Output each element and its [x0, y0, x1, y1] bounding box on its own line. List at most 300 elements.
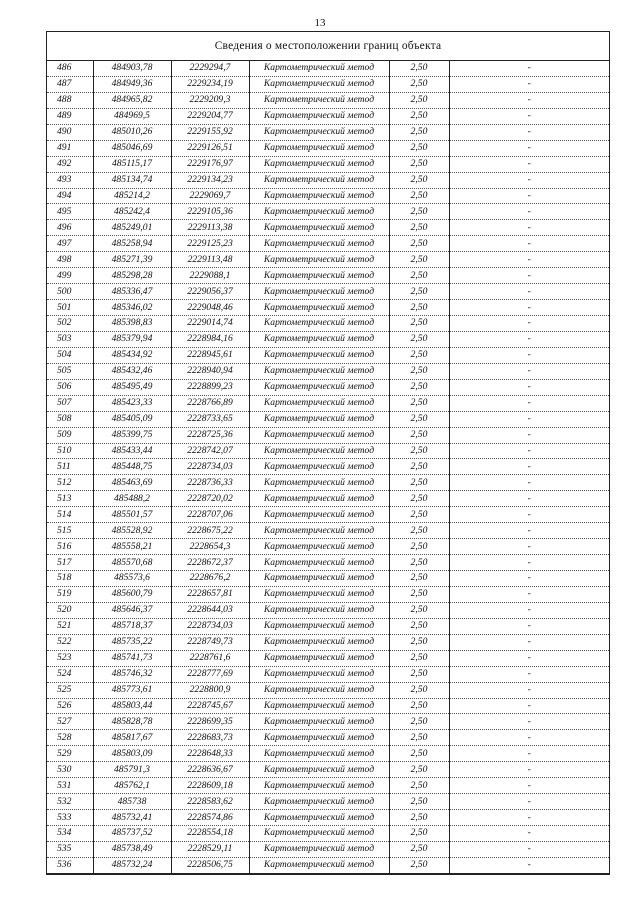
point-number-cell: 510: [47, 443, 93, 459]
y-coordinate-cell: 2229088,1: [171, 268, 249, 284]
y-coordinate-cell: 2228733,65: [171, 411, 249, 427]
point-number-cell: 502: [47, 316, 93, 332]
x-coordinate-cell: 484949,36: [93, 76, 171, 92]
x-coordinate-cell: 484969,5: [93, 108, 171, 124]
table-row: [47, 841, 609, 857]
y-coordinate-cell: 2228554,18: [171, 826, 249, 842]
accuracy-cell: 2,50: [389, 555, 449, 571]
method-cell: Картометрический метод: [249, 778, 389, 794]
boundary-table-sheet: [46, 31, 610, 875]
y-coordinate-cell: 2228749,73: [171, 634, 249, 650]
x-coordinate-cell: 485242,4: [93, 204, 171, 220]
table-row: [47, 347, 609, 363]
x-coordinate-cell: 485046,69: [93, 140, 171, 156]
point-description-cell: -: [449, 841, 609, 857]
x-coordinate-cell: 485432,46: [93, 363, 171, 379]
table-row: [47, 76, 609, 92]
accuracy-cell: 2,50: [389, 284, 449, 300]
point-description-cell: -: [449, 666, 609, 682]
point-number-cell: 492: [47, 156, 93, 172]
method-cell: Картометрический метод: [249, 316, 389, 332]
point-number-cell: 497: [47, 236, 93, 252]
accuracy-cell: 2,50: [389, 475, 449, 491]
point-number-cell: 533: [47, 810, 93, 826]
x-coordinate-cell: 485249,01: [93, 220, 171, 236]
x-coordinate-cell: 485737,52: [93, 826, 171, 842]
point-description-cell: -: [449, 778, 609, 794]
method-cell: Картометрический метод: [249, 602, 389, 618]
point-number-cell: 535: [47, 841, 93, 857]
method-cell: Картометрический метод: [249, 857, 389, 873]
x-coordinate-cell: 485448,75: [93, 459, 171, 475]
accuracy-cell: 2,50: [389, 268, 449, 284]
point-number-cell: 528: [47, 730, 93, 746]
method-cell: Картометрический метод: [249, 347, 389, 363]
point-number-cell: 517: [47, 555, 93, 571]
accuracy-cell: 2,50: [389, 539, 449, 555]
accuracy-cell: 2,50: [389, 316, 449, 332]
point-number-cell: 503: [47, 331, 93, 347]
accuracy-cell: 2,50: [389, 236, 449, 252]
method-cell: Картометрический метод: [249, 411, 389, 427]
point-description-cell: -: [449, 698, 609, 714]
x-coordinate-cell: 485463,69: [93, 475, 171, 491]
table-row: [47, 220, 609, 236]
point-description-cell: -: [449, 379, 609, 395]
point-description-cell: -: [449, 284, 609, 300]
table-row: [47, 268, 609, 284]
method-cell: Картометрический метод: [249, 698, 389, 714]
point-number-cell: 494: [47, 188, 93, 204]
table-row: [47, 236, 609, 252]
method-cell: Картометрический метод: [249, 746, 389, 762]
accuracy-cell: 2,50: [389, 778, 449, 794]
point-description-cell: -: [449, 555, 609, 571]
accuracy-cell: 2,50: [389, 698, 449, 714]
y-coordinate-cell: 2229125,23: [171, 236, 249, 252]
method-cell: Картометрический метод: [249, 443, 389, 459]
y-coordinate-cell: 2229056,37: [171, 284, 249, 300]
accuracy-cell: 2,50: [389, 794, 449, 810]
point-description-cell: -: [449, 331, 609, 347]
point-number-cell: 530: [47, 762, 93, 778]
point-number-cell: 496: [47, 220, 93, 236]
method-cell: Картометрический метод: [249, 523, 389, 539]
table-row: [47, 523, 609, 539]
accuracy-cell: 2,50: [389, 507, 449, 523]
accuracy-cell: 2,50: [389, 156, 449, 172]
x-coordinate-cell: 485271,39: [93, 252, 171, 268]
x-coordinate-cell: 485732,24: [93, 857, 171, 873]
point-description-cell: -: [449, 730, 609, 746]
method-cell: Картометрический метод: [249, 507, 389, 523]
point-description-cell: -: [449, 443, 609, 459]
table-row: [47, 331, 609, 347]
y-coordinate-cell: 2228676,2: [171, 571, 249, 587]
point-description-cell: -: [449, 61, 609, 76]
method-cell: Картометрический метод: [249, 826, 389, 842]
method-cell: Картометрический метод: [249, 156, 389, 172]
y-coordinate-cell: 2228583,62: [171, 794, 249, 810]
method-cell: Картометрический метод: [249, 204, 389, 220]
accuracy-cell: 2,50: [389, 331, 449, 347]
method-cell: Картометрический метод: [249, 284, 389, 300]
accuracy-cell: 2,50: [389, 746, 449, 762]
table-row: [47, 379, 609, 395]
accuracy-cell: 2,50: [389, 634, 449, 650]
x-coordinate-cell: 485010,26: [93, 124, 171, 140]
table-row: [47, 507, 609, 523]
table-row: [47, 443, 609, 459]
point-number-cell: 534: [47, 826, 93, 842]
point-number-cell: 514: [47, 507, 93, 523]
method-cell: Картометрический метод: [249, 76, 389, 92]
x-coordinate-cell: 485501,57: [93, 507, 171, 523]
point-number-cell: 527: [47, 714, 93, 730]
point-description-cell: -: [449, 794, 609, 810]
y-coordinate-cell: 2228609,18: [171, 778, 249, 794]
method-cell: Картометрический метод: [249, 810, 389, 826]
method-cell: Картометрический метод: [249, 539, 389, 555]
x-coordinate-cell: 485735,22: [93, 634, 171, 650]
accuracy-cell: 2,50: [389, 76, 449, 92]
point-description-cell: -: [449, 810, 609, 826]
accuracy-cell: 2,50: [389, 826, 449, 842]
accuracy-cell: 2,50: [389, 523, 449, 539]
x-coordinate-cell: 485791,3: [93, 762, 171, 778]
x-coordinate-cell: 485600,79: [93, 586, 171, 602]
accuracy-cell: 2,50: [389, 427, 449, 443]
table-row: [47, 204, 609, 220]
x-coordinate-cell: 485773,61: [93, 682, 171, 698]
accuracy-cell: 2,50: [389, 347, 449, 363]
y-coordinate-cell: 2228984,16: [171, 331, 249, 347]
point-description-cell: -: [449, 507, 609, 523]
accuracy-cell: 2,50: [389, 108, 449, 124]
table-row: [47, 650, 609, 666]
x-coordinate-cell: 485558,21: [93, 539, 171, 555]
y-coordinate-cell: 2228707,06: [171, 507, 249, 523]
y-coordinate-cell: 2228675,22: [171, 523, 249, 539]
table-row: [47, 746, 609, 762]
point-number-cell: 521: [47, 618, 93, 634]
table-row: [47, 539, 609, 555]
accuracy-cell: 2,50: [389, 61, 449, 76]
point-description-cell: -: [449, 523, 609, 539]
point-description-cell: -: [449, 347, 609, 363]
method-cell: Картометрический метод: [249, 268, 389, 284]
table-row: [47, 762, 609, 778]
accuracy-cell: 2,50: [389, 714, 449, 730]
x-coordinate-cell: 484965,82: [93, 92, 171, 108]
y-coordinate-cell: 2228736,33: [171, 475, 249, 491]
point-number-cell: 520: [47, 602, 93, 618]
table-row: [47, 491, 609, 507]
method-cell: Картометрический метод: [249, 491, 389, 507]
y-coordinate-cell: 2228506,75: [171, 857, 249, 873]
point-description-cell: -: [449, 220, 609, 236]
method-cell: Картометрический метод: [249, 331, 389, 347]
x-coordinate-cell: 485570,68: [93, 555, 171, 571]
x-coordinate-cell: 485528,92: [93, 523, 171, 539]
y-coordinate-cell: 2228734,03: [171, 459, 249, 475]
method-cell: Картометрический метод: [249, 618, 389, 634]
method-cell: Картометрический метод: [249, 459, 389, 475]
point-description-cell: -: [449, 395, 609, 411]
table-row: [47, 810, 609, 826]
x-coordinate-cell: 485741,73: [93, 650, 171, 666]
method-cell: Картометрический метод: [249, 666, 389, 682]
point-description-cell: -: [449, 411, 609, 427]
point-number-cell: 511: [47, 459, 93, 475]
x-coordinate-cell: 485434,92: [93, 347, 171, 363]
method-cell: Картометрический метод: [249, 841, 389, 857]
table-row: [47, 172, 609, 188]
table-title: Сведения о местоположении границ объекта: [47, 32, 609, 61]
y-coordinate-cell: 2228720,02: [171, 491, 249, 507]
method-cell: Картометрический метод: [249, 379, 389, 395]
point-number-cell: 487: [47, 76, 93, 92]
point-description-cell: -: [449, 539, 609, 555]
point-number-cell: 518: [47, 571, 93, 587]
x-coordinate-cell: 485573,6: [93, 571, 171, 587]
y-coordinate-cell: 2229176,97: [171, 156, 249, 172]
point-number-cell: 501: [47, 300, 93, 316]
y-coordinate-cell: 2228654,3: [171, 539, 249, 555]
table-row: [47, 188, 609, 204]
point-number-cell: 529: [47, 746, 93, 762]
point-description-cell: -: [449, 746, 609, 762]
y-coordinate-cell: 2228644,03: [171, 602, 249, 618]
table-row: [47, 794, 609, 810]
table-row: [47, 61, 609, 76]
table-row: [47, 300, 609, 316]
method-cell: Картометрический метод: [249, 586, 389, 602]
accuracy-cell: 2,50: [389, 762, 449, 778]
point-description-cell: -: [449, 427, 609, 443]
point-description-cell: -: [449, 172, 609, 188]
accuracy-cell: 2,50: [389, 571, 449, 587]
point-number-cell: 531: [47, 778, 93, 794]
accuracy-cell: 2,50: [389, 363, 449, 379]
x-coordinate-cell: 485738: [93, 794, 171, 810]
y-coordinate-cell: 2228725,36: [171, 427, 249, 443]
table-row: [47, 634, 609, 650]
y-coordinate-cell: 2229209,3: [171, 92, 249, 108]
point-number-cell: 516: [47, 539, 93, 555]
x-coordinate-cell: 485423,33: [93, 395, 171, 411]
table-row: [47, 475, 609, 491]
accuracy-cell: 2,50: [389, 586, 449, 602]
y-coordinate-cell: 2228636,67: [171, 762, 249, 778]
x-coordinate-cell: 485433,44: [93, 443, 171, 459]
point-number-cell: 490: [47, 124, 93, 140]
accuracy-cell: 2,50: [389, 300, 449, 316]
point-number-cell: 491: [47, 140, 93, 156]
point-number-cell: 519: [47, 586, 93, 602]
point-description-cell: -: [449, 650, 609, 666]
table-row: [47, 602, 609, 618]
y-coordinate-cell: 2228777,69: [171, 666, 249, 682]
x-coordinate-cell: 485738,49: [93, 841, 171, 857]
y-coordinate-cell: 2229014,74: [171, 316, 249, 332]
y-coordinate-cell: 2228766,89: [171, 395, 249, 411]
point-number-cell: 532: [47, 794, 93, 810]
x-coordinate-cell: 485399,75: [93, 427, 171, 443]
method-cell: Картометрический метод: [249, 427, 389, 443]
point-number-cell: 495: [47, 204, 93, 220]
point-description-cell: -: [449, 475, 609, 491]
method-cell: Картометрический метод: [249, 108, 389, 124]
method-cell: Картометрический метод: [249, 571, 389, 587]
point-number-cell: 488: [47, 92, 93, 108]
accuracy-cell: 2,50: [389, 459, 449, 475]
point-description-cell: -: [449, 124, 609, 140]
table-row: [47, 363, 609, 379]
point-description-cell: -: [449, 316, 609, 332]
y-coordinate-cell: 2228761,6: [171, 650, 249, 666]
table-row: [47, 124, 609, 140]
point-number-cell: 498: [47, 252, 93, 268]
method-cell: Картометрический метод: [249, 682, 389, 698]
accuracy-cell: 2,50: [389, 666, 449, 682]
x-coordinate-cell: 485379,94: [93, 331, 171, 347]
point-description-cell: -: [449, 459, 609, 475]
accuracy-cell: 2,50: [389, 857, 449, 873]
point-number-cell: 504: [47, 347, 93, 363]
point-description-cell: -: [449, 714, 609, 730]
method-cell: Картометрический метод: [249, 220, 389, 236]
point-number-cell: 508: [47, 411, 93, 427]
method-cell: Картометрический метод: [249, 172, 389, 188]
table-row: [47, 252, 609, 268]
point-description-cell: -: [449, 586, 609, 602]
table-row: [47, 411, 609, 427]
point-number-cell: 522: [47, 634, 93, 650]
point-number-cell: 499: [47, 268, 93, 284]
accuracy-cell: 2,50: [389, 204, 449, 220]
point-description-cell: -: [449, 618, 609, 634]
x-coordinate-cell: 485346,02: [93, 300, 171, 316]
point-description-cell: -: [449, 826, 609, 842]
point-number-cell: 523: [47, 650, 93, 666]
x-coordinate-cell: 485746,32: [93, 666, 171, 682]
x-coordinate-cell: 485115,17: [93, 156, 171, 172]
x-coordinate-cell: 485718,37: [93, 618, 171, 634]
y-coordinate-cell: 2229113,48: [171, 252, 249, 268]
accuracy-cell: 2,50: [389, 841, 449, 857]
y-coordinate-cell: 2228734,03: [171, 618, 249, 634]
point-description-cell: -: [449, 236, 609, 252]
x-coordinate-cell: 485732,41: [93, 810, 171, 826]
method-cell: Картометрический метод: [249, 61, 389, 76]
point-number-cell: 513: [47, 491, 93, 507]
point-number-cell: 512: [47, 475, 93, 491]
y-coordinate-cell: 2228899,23: [171, 379, 249, 395]
y-coordinate-cell: 2229294,7: [171, 61, 249, 76]
table-row: [47, 156, 609, 172]
y-coordinate-cell: 2228529,11: [171, 841, 249, 857]
y-coordinate-cell: 2228683,73: [171, 730, 249, 746]
method-cell: Картометрический метод: [249, 730, 389, 746]
table-row: [47, 682, 609, 698]
accuracy-cell: 2,50: [389, 682, 449, 698]
point-description-cell: -: [449, 140, 609, 156]
x-coordinate-cell: 485646,37: [93, 602, 171, 618]
point-description-cell: -: [449, 252, 609, 268]
x-coordinate-cell: 485405,09: [93, 411, 171, 427]
method-cell: Картометрический метод: [249, 475, 389, 491]
y-coordinate-cell: 2228657,81: [171, 586, 249, 602]
accuracy-cell: 2,50: [389, 92, 449, 108]
accuracy-cell: 2,50: [389, 172, 449, 188]
table-row: [47, 618, 609, 634]
point-number-cell: 493: [47, 172, 93, 188]
table-row: [47, 698, 609, 714]
accuracy-cell: 2,50: [389, 443, 449, 459]
y-coordinate-cell: 2228745,67: [171, 698, 249, 714]
table-row: [47, 857, 609, 873]
table-row: [47, 555, 609, 571]
y-coordinate-cell: 2228940,94: [171, 363, 249, 379]
method-cell: Картометрический метод: [249, 395, 389, 411]
x-coordinate-cell: 485298,28: [93, 268, 171, 284]
coordinates-table: [47, 61, 609, 874]
point-number-cell: 525: [47, 682, 93, 698]
y-coordinate-cell: 2228742,07: [171, 443, 249, 459]
table-row: [47, 459, 609, 475]
table-row: [47, 826, 609, 842]
point-description-cell: -: [449, 108, 609, 124]
y-coordinate-cell: 2228672,37: [171, 555, 249, 571]
accuracy-cell: 2,50: [389, 491, 449, 507]
point-description-cell: -: [449, 682, 609, 698]
accuracy-cell: 2,50: [389, 618, 449, 634]
point-description-cell: -: [449, 762, 609, 778]
table-row: [47, 395, 609, 411]
x-coordinate-cell: 485258,94: [93, 236, 171, 252]
table-row: [47, 108, 609, 124]
table-row: [47, 92, 609, 108]
y-coordinate-cell: 2228699,35: [171, 714, 249, 730]
point-description-cell: -: [449, 188, 609, 204]
point-description-cell: -: [449, 602, 609, 618]
accuracy-cell: 2,50: [389, 395, 449, 411]
table-row: [47, 586, 609, 602]
method-cell: Картометрический метод: [249, 714, 389, 730]
point-description-cell: -: [449, 156, 609, 172]
y-coordinate-cell: 2229155,92: [171, 124, 249, 140]
point-description-cell: -: [449, 363, 609, 379]
x-coordinate-cell: 485817,67: [93, 730, 171, 746]
accuracy-cell: 2,50: [389, 730, 449, 746]
table-row: [47, 714, 609, 730]
accuracy-cell: 2,50: [389, 810, 449, 826]
coordinates-table-body: [47, 61, 609, 873]
method-cell: Картометрический метод: [249, 634, 389, 650]
accuracy-cell: 2,50: [389, 411, 449, 427]
accuracy-cell: 2,50: [389, 252, 449, 268]
table-row: [47, 571, 609, 587]
accuracy-cell: 2,50: [389, 188, 449, 204]
x-coordinate-cell: 485134,74: [93, 172, 171, 188]
method-cell: Картометрический метод: [249, 188, 389, 204]
point-description-cell: -: [449, 204, 609, 220]
method-cell: Картометрический метод: [249, 762, 389, 778]
x-coordinate-cell: 485336,47: [93, 284, 171, 300]
page-number: 13: [314, 17, 326, 29]
point-description-cell: -: [449, 300, 609, 316]
